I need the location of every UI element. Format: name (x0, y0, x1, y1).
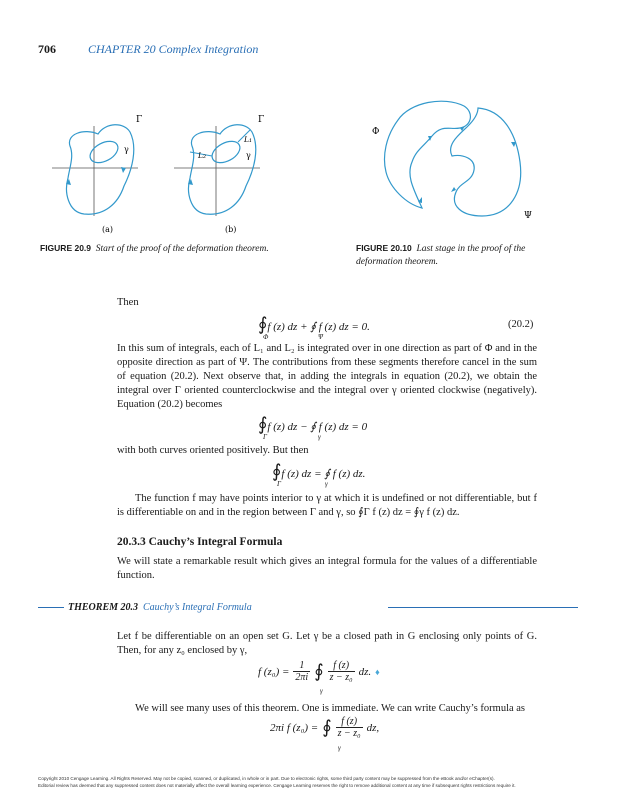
fig9b-Gamma: Γ (258, 115, 265, 125)
section-intro: We will state a remarkable result which gives an integral formula for the values of a differentiable function. (117, 556, 537, 581)
equation-2: ∮f (z) dz − ∮ f (z) dz = 0 (258, 414, 368, 434)
figure-20-10 (356, 92, 556, 232)
paragraph-3: The function f may have points interior to γ at which it is undefined or not differentiable, but f is differentiable on and in the region between Γ and γ, so ∮Γ f (z) dz = ∮γ f (z) dz. (117, 493, 537, 518)
chapter-title: CHAPTER 20 Complex Integration (88, 42, 259, 56)
fig9b-L1: L₁ (244, 135, 252, 144)
paragraph-2: with both curves oriented positively. But then (117, 445, 309, 456)
paragraph-1: In this sum of integrals, each of L₁ and L₂ is integrated over in one direction as part of Φ and in the opposite direction as part of Ψ. The contributions from these segments therefore cancel in the sum of equation (20.2). Next observe that, in adding the integrals in equation (20.2), we obtain the integral over Γ oriented counterclockwise and the integral over γ oriented clockwise (negatively). Equation (20.2) becomes (117, 343, 537, 410)
after-theorem-text: We will see many uses of this theorem. One is immediate. We can write Cauchy’s formula as (135, 703, 526, 714)
fig9a-Gamma: Γ (136, 115, 143, 125)
formula2-sub-gamma: γ (338, 744, 341, 752)
theorem-title: THEOREM 20.3 Cauchy’s Integral Formula (68, 602, 252, 613)
cauchy-formula: f (z₀) = $\frac{1}{2\pi i}$ ∮ f (z) z − z₀ dz. ♦ (258, 660, 380, 683)
formula-sub-gamma: γ (320, 687, 323, 695)
eq2-sub-gamma: γ (318, 433, 321, 441)
eq2-sub-Gamma: Γ (263, 433, 267, 441)
eq3-sub-gamma: γ (325, 480, 328, 488)
fig10-psi: Ψ (524, 211, 532, 221)
theorem-rule-left (38, 607, 64, 608)
copyright-line-2: Editorial review has deemed that any suppressed content does not materially affect the overall learning experience. Cengage Learning reserves the right to remove additional content at any time if subsequent rights restrictions require it. (38, 783, 516, 788)
fig9b-gamma: γ (246, 151, 251, 160)
fig9a-diagram (52, 125, 138, 216)
fig9a-gamma: γ (124, 145, 129, 154)
figure-20-9 (40, 108, 290, 238)
equation-3: ∮f (z) dz = ∮ f (z) dz. (272, 461, 366, 481)
cauchy-formula-rewritten: 2πi f (z₀) = ∮ f (z) z − z₀ dz, (270, 716, 380, 739)
copyright-line-1: Copyright 2010 Cengage Learning. All Rights Reserved. May not be copied, scanned, or duplicated, in whole or in part. Due to electronic rights, some third party content may be suppressed from the eBook and/or eChapter(s). (38, 776, 495, 781)
theorem-rule-right (388, 607, 578, 608)
fig9-label-b: (b) (225, 225, 237, 234)
fig10-phi: Φ (372, 127, 380, 137)
page-number: 706 (38, 42, 56, 56)
then-text: Then (117, 297, 139, 308)
fig9b-L2: L₂ (198, 151, 206, 160)
eq1-sub-phi: Φ (263, 333, 269, 341)
figure-20-9-caption: FIGURE 20.9 Start of the proof of the deformation theorem. (40, 243, 269, 254)
eq1-sub-psi: Ψ (318, 333, 323, 341)
equation-number: (20.2) (508, 319, 534, 330)
end-of-theorem-icon: ♦ (375, 666, 380, 677)
section-heading: 20.3.3 Cauchy’s Integral Formula (117, 536, 283, 548)
theorem-statement: Let f be differentiable on an open set G. Let γ be a closed path in G enclosing only points of G. Then, for any z₀ enclosed by γ, (117, 631, 537, 656)
equation-20-2: ∮f (z) dz + ∮ f (z) dz = 0. (258, 314, 370, 334)
figure-20-10-caption: FIGURE 20.10 Last stage in the proof of the deformation theorem. (356, 243, 526, 267)
fig9-label-a: (a) (102, 225, 114, 234)
eq3-sub-Gamma: Γ (277, 480, 281, 488)
